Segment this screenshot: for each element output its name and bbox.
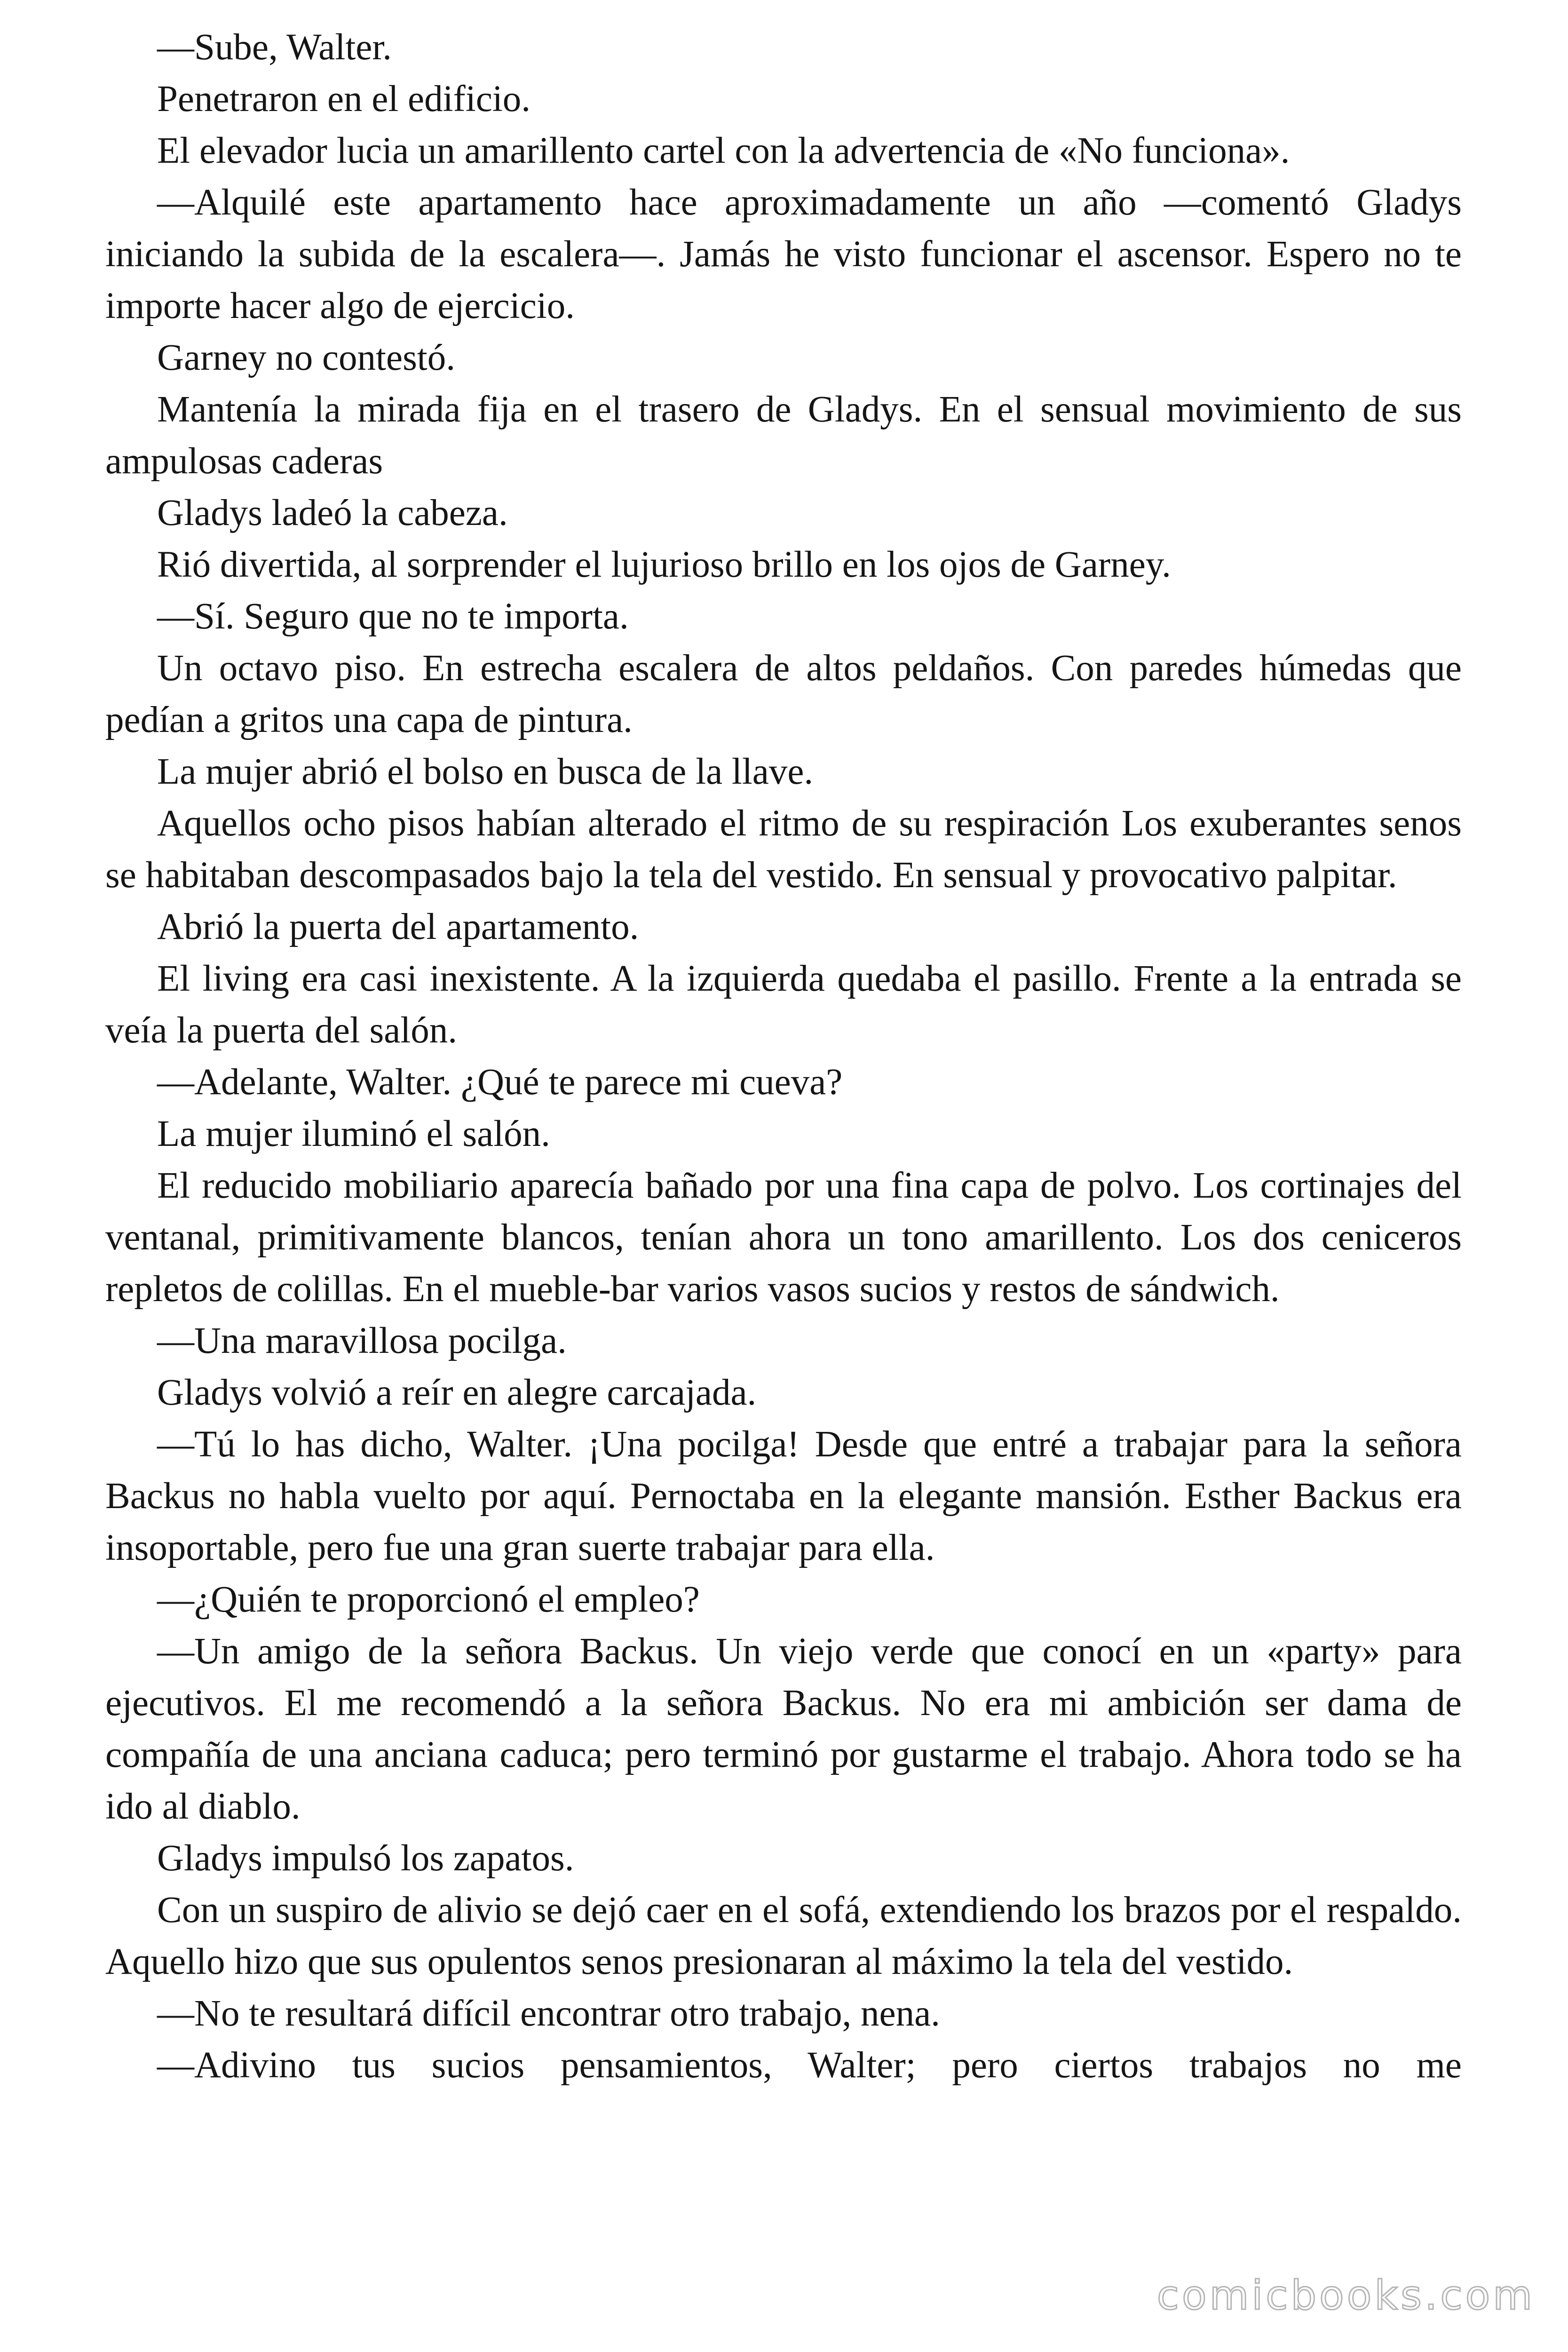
paragraph: Abrió la puerta del apartamento. (157, 906, 639, 947)
paragraph: Rió divertida, al sorprender el lujurioso brillo en los ojos de Garney. (157, 544, 1171, 585)
paragraph: Mantenía la mirada fija en el trasero de Gladys. En el sensual movimiento de sus ampulosas caderas (105, 389, 1462, 482)
paragraph: Gladys impulsó los zapatos. (157, 1838, 574, 1879)
paragraph: La mujer iluminó el salón. (157, 1113, 550, 1154)
paragraph: El elevador lucia un amarillento cartel con la advertencia de «No funciona». (157, 130, 1290, 171)
paragraph: La mujer abrió el bolso en busca de la llave. (157, 751, 814, 792)
paragraph: —Una maravillosa pocilga. (157, 1320, 567, 1361)
paragraph: Gladys volvió a reír en alegre carcajada. (157, 1372, 757, 1413)
watermark: comicbooks.com (1156, 2272, 1535, 2319)
paragraph: —Sí. Seguro que no te importa. (157, 596, 629, 637)
paragraph: Penetraron en el edificio. (157, 79, 531, 119)
body-text (105, 22, 1462, 2091)
paragraph: Aquellos ocho pisos habían alterado el ritmo de su respiración Los exuberantes senos se habitaban descompasados bajo la tela del vestido. En sensual y provocativo palpitar. (105, 803, 1462, 896)
paragraph: —Tú lo has dicho, Walter. ¡Una pocilga! Desde que entré a trabajar para la señora Backus no habla vuelto por aquí. Pernoctaba en la elegante mansión. Esther Backus era insoportable, pero fue una gran suerte trabajar para ella. (105, 1424, 1462, 1568)
paragraph: —Sube, Walter. (157, 27, 392, 68)
paragraph-continued: —Adivino tus sucios pensamientos, Walter; pero ciertos trabajos no me (157, 2045, 1462, 2086)
paragraph: Un octavo piso. En estrecha escalera de altos peldaños. Con paredes húmedas que pedían a gritos una capa de pintura. (105, 648, 1462, 740)
paragraph: Gladys ladeó la cabeza. (157, 493, 508, 533)
paragraph: —¿Quién te proporcionó el empleo? (157, 1579, 700, 1620)
paragraph: El reducido mobiliario aparecía bañado por una fina capa de polvo. Los cortinajes del ventanal, primitivamente blancos, tenían ahora un tono amarillento. Los dos ceniceros repletos de colillas. En el mueble-bar varios vasos sucios y restos de sándwich. (105, 1165, 1462, 1310)
paragraph: —Adelante, Walter. ¿Qué te parece mi cueva? (157, 1062, 843, 1103)
paragraph: Garney no contestó. (157, 337, 456, 378)
paragraph: —No te resultará difícil encontrar otro trabajo, nena. (157, 1993, 940, 2034)
paragraph: —Alquilé este apartamento hace aproximadamente un año —comentó Gladys iniciando la subida de la escalera—. Jamás he visto funcionar el ascensor. Espero no te importe hacer algo de ejercicio. (105, 182, 1462, 326)
paragraph: El living era casi inexistente. A la izquierda quedaba el pasillo. Frente a la entrada se veía la puerta del salón. (105, 958, 1462, 1051)
paragraph: —Un amigo de la señora Backus. Un viejo verde que conocí en un «party» para ejecutivos. El me recomendó a la señora Backus. No era mi ambición ser dama de compañía de una anciana caduca; pero terminó por gustarme el trabajo. Ahora todo se ha ido al diablo. (105, 1631, 1462, 1827)
paragraph: Con un suspiro de alivio se dejó caer en el sofá, extendiendo los brazos por el respaldo. Aquello hizo que sus opulentos senos presionaran al máximo la tela del vestido. (105, 1890, 1462, 1982)
